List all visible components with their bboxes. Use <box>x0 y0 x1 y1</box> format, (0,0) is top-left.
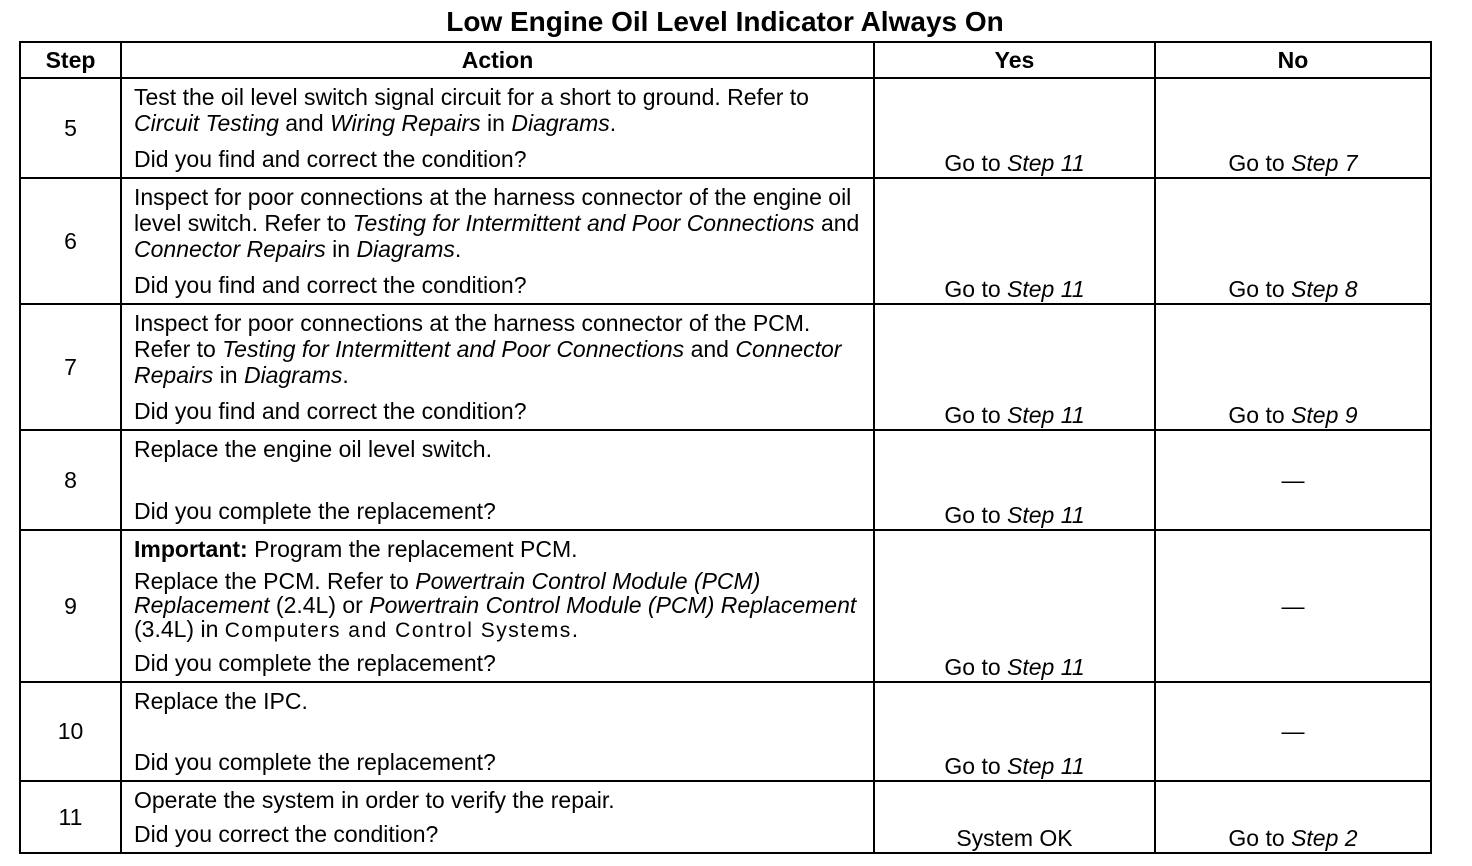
header-row <box>20 42 1431 78</box>
action-cell <box>121 78 874 178</box>
table-row <box>20 78 1431 178</box>
no-cell: Go to Step 7 <box>1155 78 1431 178</box>
header-step: Step <box>20 42 121 78</box>
action-cell <box>121 682 874 781</box>
reference-link: Circuit Testing <box>134 110 279 136</box>
header-action: Action <box>121 42 874 78</box>
action-question: Did you find and correct the condition? <box>134 272 527 298</box>
yes-cell: Go to Step 11 <box>874 304 1155 430</box>
reference-link: Testing for Intermittent and Poor Connections <box>352 210 815 236</box>
not-applicable-dash: — <box>1281 592 1305 619</box>
no-cell <box>1155 682 1431 781</box>
table-row <box>20 304 1431 430</box>
action-cell <box>121 178 874 304</box>
table-row <box>20 682 1431 781</box>
action-text: Operate the system in order to verify the repair. <box>134 787 615 813</box>
reference-link: Diagrams <box>511 110 610 136</box>
step-reference: Step 11 <box>1007 276 1085 302</box>
header-yes: Yes <box>874 42 1155 78</box>
no-cell <box>1155 530 1431 682</box>
yes-cell: Go to Step 11 <box>874 530 1155 682</box>
step-number: 9 <box>20 530 121 682</box>
step-reference: Step 11 <box>1007 402 1085 428</box>
yes-cell: Go to Step 11 <box>874 178 1155 304</box>
action-cell <box>121 304 874 430</box>
step-reference: Step 2 <box>1291 825 1358 851</box>
action-text: Replace the PCM. Refer to Powertrain Control Module (PCM) Replacement (2.4L) or Powertrain Control Module (PCM) Replacement (3.4L) in Computers and Control Systems. <box>134 568 857 642</box>
table-row <box>20 530 1431 682</box>
reference-link: Connector Repairs <box>134 336 842 388</box>
step-number: 11 <box>20 781 121 853</box>
no-cell: Go to Step 2 <box>1155 781 1431 853</box>
reference-link: Powertrain Control Module (PCM) Replacement <box>369 592 857 618</box>
action-text: Replace the engine oil level switch. <box>134 436 492 462</box>
action-text: Inspect for poor connections at the harness connector of the engine oil level switch. Refer to Testing for Intermittent and Poor Connections and Connector Repairs in Diagrams. <box>134 184 860 262</box>
table-row <box>20 178 1431 304</box>
reference-link: Connector Repairs <box>134 236 326 262</box>
table-title: Low Engine Oil Level Indicator Always On <box>446 6 1004 37</box>
no-cell: Go to Step 8 <box>1155 178 1431 304</box>
no-cell <box>1155 430 1431 530</box>
step-reference: Step 8 <box>1291 276 1358 302</box>
action-text: Inspect for poor connections at the harness connector of the PCM. Refer to Testing for Intermittent and Poor Connections and Connector Repairs in Diagrams. <box>134 310 842 388</box>
action-question: Did you correct the condition? <box>134 821 439 847</box>
step-number: 7 <box>20 304 121 430</box>
action-cell <box>121 530 874 682</box>
important-label: Important: <box>134 536 248 562</box>
reference-section: Computers and Control Systems <box>224 619 572 642</box>
step-reference: Step 11 <box>1007 150 1085 176</box>
reference-link: Powertrain Control Module (PCM) Replacement <box>134 568 761 618</box>
not-applicable-dash: — <box>1281 718 1305 744</box>
reference-link: Wiring Repairs <box>330 110 481 136</box>
step-reference: Step 11 <box>1007 753 1085 779</box>
reference-link: Diagrams <box>356 236 455 262</box>
action-question: Did you find and correct the condition? <box>134 398 527 424</box>
not-applicable-dash: — <box>1281 466 1305 493</box>
action-question: Did you complete the replacement? <box>134 749 496 775</box>
step-reference: Step 11 <box>1007 502 1085 528</box>
step-number: 8 <box>20 430 121 530</box>
action-question: Did you complete the replacement? <box>134 498 496 524</box>
step-number: 6 <box>20 178 121 304</box>
yes-cell: Go to Step 11 <box>874 78 1155 178</box>
step-number: 10 <box>20 682 121 781</box>
step-reference: Step 7 <box>1291 150 1358 176</box>
yes-cell <box>874 781 1155 853</box>
table-row <box>20 430 1431 530</box>
action-text: Replace the IPC. <box>134 688 308 714</box>
result-text: System OK <box>956 825 1073 851</box>
table-row <box>20 781 1431 853</box>
no-cell: Go to Step 9 <box>1155 304 1431 430</box>
yes-cell: Go to Step 11 <box>874 430 1155 530</box>
diagnostic-table <box>19 41 1432 854</box>
action-text: Test the oil level switch signal circuit for a short to ground. Refer to Circuit Testing and Wiring Repairs in Diagrams. <box>134 84 809 136</box>
action-question: Did you complete the replacement? <box>134 650 496 676</box>
reference-link: Testing for Intermittent and Poor Connections <box>222 336 685 362</box>
important-note: Important: Program the replacement PCM. <box>134 536 578 562</box>
step-reference: Step 11 <box>1007 654 1085 680</box>
header-no: No <box>1155 42 1431 78</box>
step-reference: Step 9 <box>1291 402 1358 428</box>
action-cell <box>121 781 874 853</box>
reference-link: Diagrams <box>243 362 343 388</box>
action-cell <box>121 430 874 530</box>
step-number: 5 <box>20 78 121 178</box>
action-question: Did you find and correct the condition? <box>134 146 527 172</box>
yes-cell: Go to Step 11 <box>874 682 1155 781</box>
